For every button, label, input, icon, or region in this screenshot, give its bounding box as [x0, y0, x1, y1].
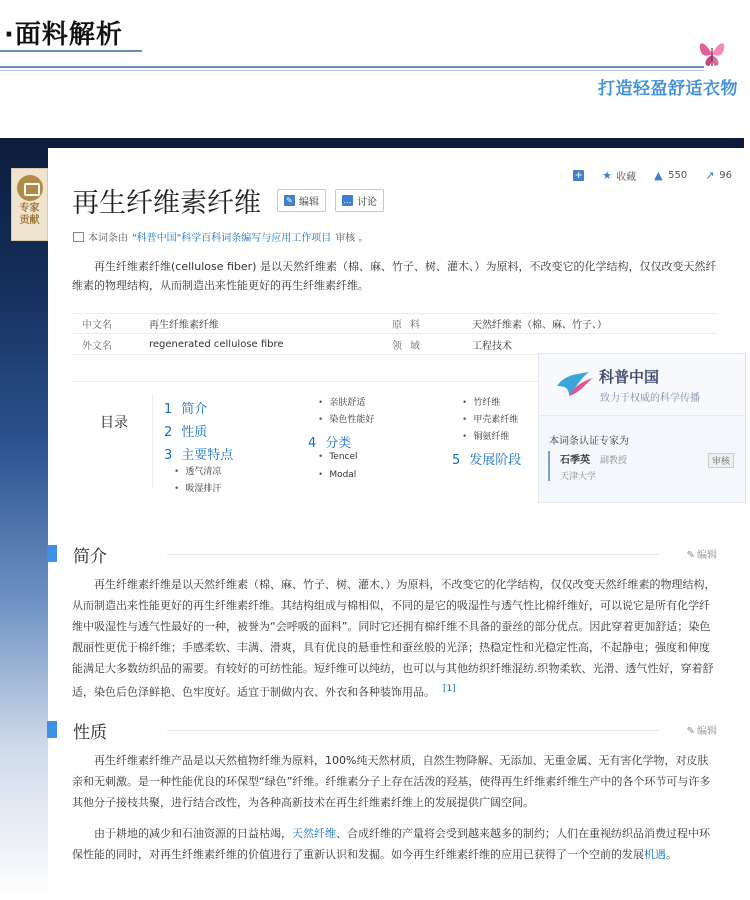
expert-contribution-badge[interactable] — [11, 168, 48, 241]
toc-item-props[interactable] — [164, 421, 207, 440]
top-dark-strip — [48, 138, 744, 148]
toc-label-text: 性质 — [181, 425, 208, 440]
props-text-c: 。 — [666, 848, 677, 861]
banner-rule-short — [0, 50, 142, 52]
toc-sub-item[interactable]: • 透气清凉 — [174, 464, 221, 477]
section-header-props — [47, 719, 719, 741]
basic-info-row — [72, 334, 717, 355]
opportunity-link[interactable]: 机遇 — [644, 848, 666, 861]
toc-sub-item[interactable]: • 铜氨纤维 — [462, 429, 509, 442]
toc-divider — [152, 394, 153, 488]
summary-paragraph: 再生纤维素纤维(cellulose fiber) 是以天然纤维素（棉、麻、竹子、树、灌木、）为原料，不改变它的化学结构，仅仅改变天然纤维素的物理结构，从而制造出来性能更好的再生纤维素纤维。 — [72, 260, 717, 292]
props-paragraph-2 — [72, 823, 717, 865]
toc-num: 2 — [164, 425, 173, 440]
favorite-button[interactable] — [602, 168, 636, 183]
toc-sub-item[interactable]: • 吸湿排汗 — [174, 481, 221, 494]
section-title: 简介 — [73, 547, 107, 567]
toc-item-features[interactable] — [164, 444, 233, 463]
add-icon[interactable]: + — [574, 170, 583, 181]
section-accent-bar — [47, 545, 57, 562]
toc-label-text: 分类 — [325, 436, 352, 451]
props-text-b: 、合成纤维的产量将会受到越来越多的制约；人们在重视纺织品消费过程中环保性能的同时，对再生纤维素纤维的价值进行了重新认识和发掘。如今再生纤维素纤维的应用已获得了一个空前的发展 — [72, 827, 710, 861]
discuss-button[interactable] — [335, 189, 384, 212]
expert-unit: 天津大学 — [560, 472, 597, 482]
toc-label-text: 发展阶段 — [469, 453, 522, 468]
thumbs-up-icon: ▲ — [654, 169, 663, 182]
intro-paragraph — [72, 574, 717, 703]
chat-icon: … — [343, 196, 352, 205]
share-icon: ↗ — [705, 169, 715, 182]
info-value: regenerated cellulose fibre — [149, 338, 284, 350]
toc-label-text: 简介 — [181, 402, 208, 417]
reference-link[interactable]: [1] — [443, 684, 456, 694]
badge-line2: 贡献 — [19, 215, 40, 226]
like-button[interactable] — [654, 170, 687, 181]
section-header-intro — [47, 543, 719, 565]
share-count: 96 — [719, 170, 732, 181]
expert-person[interactable] — [548, 451, 738, 481]
toc-item-categories[interactable] — [308, 432, 351, 451]
toc-num: 5 — [452, 453, 461, 468]
mortarboard-icon — [17, 175, 43, 201]
authorship-suffix: 审核 。 — [335, 233, 369, 244]
toc-num: 3 — [164, 448, 173, 463]
toc-label: 目录 — [100, 415, 128, 431]
toc-sub-item[interactable]: • 染色性能好 — [318, 412, 374, 425]
article-toolbar — [573, 168, 732, 183]
natural-fiber-link[interactable]: 天然纤维 — [292, 827, 336, 840]
banner-rule-thin — [0, 70, 704, 71]
expert-heading: 本词条认证专家为 — [549, 436, 629, 447]
toc-item-intro[interactable] — [164, 398, 207, 417]
info-key: 中文名 — [82, 320, 112, 331]
edit-button[interactable] — [277, 189, 326, 212]
edit-label: 编辑 — [299, 197, 319, 208]
props-text-a: 由于耕地的减少和石油资源的日益枯竭， — [94, 827, 292, 840]
banner-title: ·面料解析 — [4, 20, 123, 50]
section-edit-link[interactable]: ✎ 编辑 — [687, 546, 717, 561]
info-key: 原料 — [392, 320, 428, 331]
favorite-label: 收藏 — [616, 172, 637, 183]
toc-item-development[interactable] — [452, 449, 521, 468]
toc-sub-item[interactable]: • 甲壳素纤维 — [462, 412, 518, 425]
toc-sub-item[interactable]: • Modal — [318, 470, 356, 480]
basic-info-row — [72, 313, 717, 334]
basic-info-table — [72, 313, 717, 355]
section-divider — [167, 730, 659, 731]
info-key: 领域 — [392, 340, 428, 352]
expert-org-name: 科普中国 — [599, 368, 660, 386]
toc-sub-item[interactable]: • 亲肤舒适 — [318, 395, 365, 408]
pencil-icon: ✎ — [284, 195, 295, 206]
info-value: 天然纤维素（棉、麻、竹子、） — [472, 320, 607, 331]
badge-line1: 专家 — [19, 203, 40, 214]
section-accent-bar — [47, 721, 57, 738]
section-divider — [167, 554, 659, 555]
info-key: 外文名 — [82, 340, 112, 352]
butterfly-icon — [697, 36, 727, 70]
banner-slogan: 打造轻盈舒适衣物 — [598, 79, 738, 99]
expert-title: 副教授 — [600, 456, 628, 466]
star-icon: ★ — [602, 169, 613, 182]
toc-num: 4 — [308, 436, 317, 451]
toc-sub-item[interactable]: • Tencel — [318, 452, 358, 462]
authorship-link[interactable]: "科普中国"科学百科词条编写与应用工作项目 — [132, 233, 332, 244]
banner-rule — [0, 66, 704, 68]
discuss-label: 讨论 — [357, 197, 377, 208]
kepu-logo-icon — [555, 368, 595, 400]
section-edit-link[interactable]: ✎ 编辑 — [687, 722, 717, 737]
toc-label-text: 主要特点 — [181, 448, 234, 463]
expert-org-subtitle: 致力于权威的科学传播 — [600, 393, 700, 404]
props-paragraph-1: 再生纤维素纤维产品是以天然植物纤维为原料，100%纯天然材质，自然生物降解、无添加、无重金属、无有害化学物，对皮肤亲和无刺激。是一种性能优良的环保型“绿色”纤维。纤维素分子上存在活泼的羟基，使得再生纤维素纤维生产中的各个环节可与许多其他分子接枝共聚，进行结合改性，为各种高新技术在再生纤维素纤维上的发展提供广阔空间。 — [72, 754, 711, 809]
document-icon — [73, 232, 84, 242]
page-title: 再生纤维素纤维 — [72, 188, 261, 219]
share-button[interactable] — [705, 170, 732, 181]
intro-text: 再生纤维素纤维是以天然纤维素（棉、麻、竹子、树、灌木、）为原料，不改变它的化学结构，仅仅改变天然纤维素的物理结构，从而制造出来性能更好的再生纤维素纤维。其结构组成与棉相似，不同的是它的吸湿性与透气性比棉纤维好，可以说它是所有化学纤维中吸湿性与透气性最好的一种，被誉为“会呼吸的面料”。同时它还拥有棉纤维不具备的蚕丝的部分优点。因此穿着更加舒适；染色靓丽性更优于棉纤维；手感柔软、丰满、滑爽，具有优良的悬垂性和蚕丝般的光泽；热稳定性和光稳定性高，不起静电；强度和伸度能满足大多数纺织品的需要。有较好的可纺性能。短纤维可以纯纺，也可以与其他纺织纤维混纺.织物柔软、光滑、透气性好，穿着舒适，染色后色泽鲜艳、色牢度好。适宜于制做内衣、外衣和各种装饰用品。 — [72, 578, 716, 699]
expert-org-header[interactable] — [539, 354, 745, 416]
review-badge: 审核 — [708, 453, 734, 468]
info-value: 再生纤维素纤维 — [149, 320, 219, 331]
toc-sub-item[interactable]: • 竹纤维 — [462, 395, 500, 408]
expert-panel — [538, 353, 746, 503]
authorship-prefix: 本词条由 — [88, 233, 128, 244]
info-value: 工程技术 — [472, 340, 512, 352]
toc-num: 1 — [164, 402, 173, 417]
section-title: 性质 — [73, 723, 107, 743]
table-of-contents — [72, 381, 542, 499]
authorship-note — [73, 229, 368, 244]
like-count: 550 — [668, 170, 688, 181]
side-gradient-bar — [0, 138, 48, 900]
expert-name: 石季英 — [560, 455, 590, 466]
